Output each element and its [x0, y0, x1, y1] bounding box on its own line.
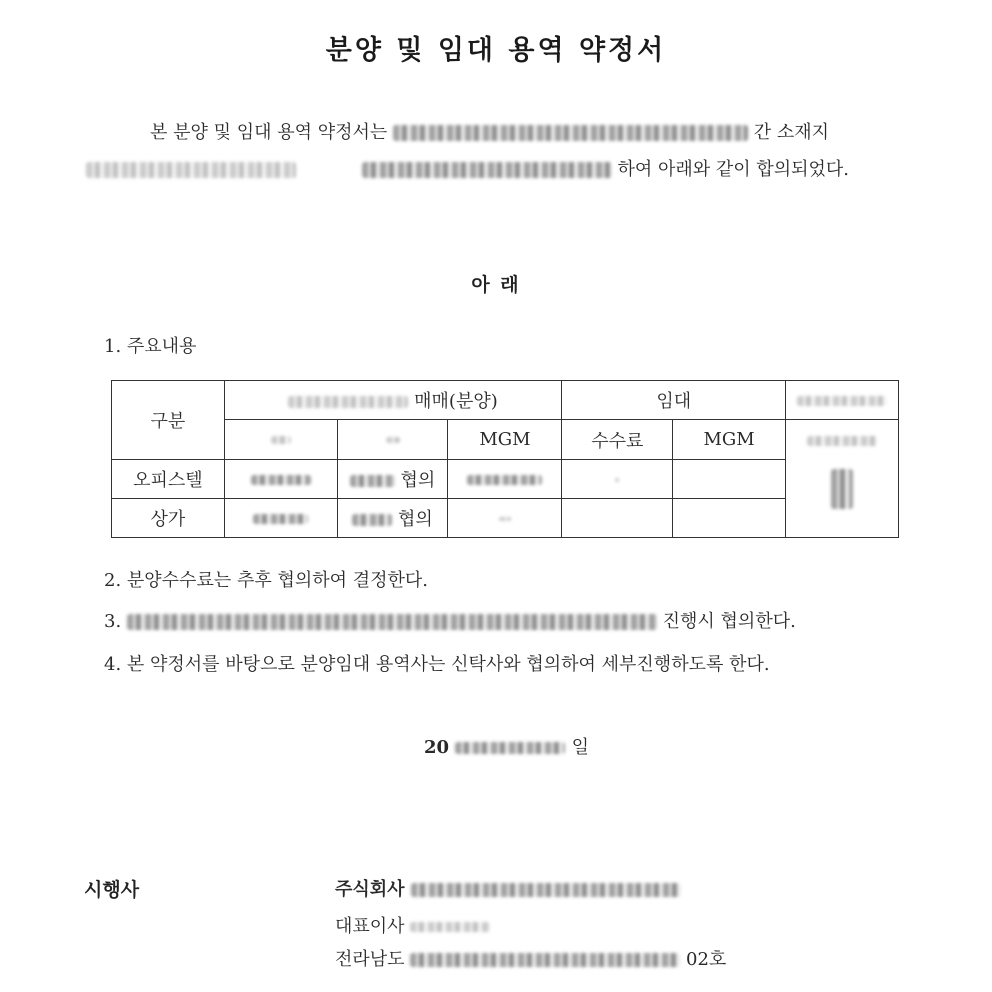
row-officetel-c2	[337, 460, 448, 499]
sale-header	[224, 381, 562, 420]
sale-sub-2	[337, 420, 448, 460]
redacted-cell	[251, 475, 311, 485]
redacted-sub-2	[386, 437, 400, 443]
category-header	[112, 381, 225, 460]
redacted-date	[455, 742, 565, 754]
row-shop-label	[112, 499, 225, 538]
document-title: 분양 및 임대 용역 약정서	[325, 35, 667, 66]
redacted-ceo-name	[410, 922, 490, 932]
redacted-cell	[467, 475, 542, 485]
row-officetel-text: 오피스텔	[133, 470, 203, 491]
redacted-stamp-text	[807, 436, 877, 446]
item-2: 2. 분양수수료는 추후 협의하여 결정한다.	[104, 570, 428, 591]
redacted-item-3	[127, 614, 657, 630]
row-officetel-c1	[224, 460, 337, 499]
document-date	[424, 733, 589, 759]
row-shop-sale-value: 협의	[398, 509, 433, 530]
intro-line-1	[150, 118, 829, 144]
redacted-header-cell	[786, 381, 899, 420]
sale-header-label: 매매(분양)	[414, 391, 498, 412]
lease-header-label: 임대	[656, 391, 692, 412]
redacted-cell	[499, 517, 511, 521]
category-header-label: 구분	[150, 411, 186, 432]
redacted-header-text	[797, 396, 887, 406]
redacted-company-name	[411, 883, 681, 897]
redacted-cell	[615, 478, 619, 482]
row-shop-c2	[337, 499, 448, 538]
row-shop-c5	[673, 499, 786, 538]
lease-mgm-label: MGM	[703, 429, 755, 450]
section-heading: 아 래	[471, 274, 521, 296]
ceo-prefix: 대표이사	[335, 916, 405, 937]
row-shop-c1	[224, 499, 337, 538]
item-3-tail: 진행시 협의한다.	[662, 611, 796, 632]
address-suffix: 02호	[686, 949, 727, 970]
row-shop-c3	[448, 499, 562, 538]
redacted-sale-prefix	[288, 396, 408, 408]
redacted-cell	[253, 514, 308, 524]
developer-label: 시행사	[84, 879, 140, 901]
row-officetel-label	[112, 460, 225, 499]
row-officetel-c4	[562, 460, 673, 499]
item-4: 4. 본 약정서를 바탕으로 분양임대 용역사는 신탁사와 협의하여 세부진행하도록 한다.	[104, 654, 770, 675]
row-officetel-c5	[673, 460, 786, 499]
signature-mark	[831, 469, 853, 509]
lease-fee-label: 수수료	[591, 430, 644, 452]
redacted-parties	[393, 125, 748, 141]
sale-mgm-header	[448, 420, 562, 460]
redacted-cell	[352, 514, 392, 526]
redacted-location	[86, 162, 296, 178]
date-year-prefix: 20	[424, 737, 450, 758]
redacted-cell	[350, 475, 395, 487]
company-line	[335, 875, 681, 901]
intro-lead: 본 분양 및 임대 용역 약정서는	[150, 122, 388, 143]
row-shop-c4	[562, 499, 673, 538]
redacted-sub-1	[271, 436, 291, 444]
lease-header	[562, 381, 786, 420]
intro-line-2	[86, 155, 849, 181]
lease-mgm-header	[673, 420, 786, 460]
address-prefix: 전라남도	[335, 949, 405, 970]
intro-line1-tail: 간 소재지	[753, 122, 830, 143]
item-3-number: 3.	[104, 611, 122, 632]
redacted-address	[410, 953, 680, 967]
row-officetel-c3	[448, 460, 562, 499]
row-shop-text: 상가	[150, 509, 186, 530]
redacted-project	[362, 162, 612, 178]
terms-table	[111, 380, 899, 538]
address-line	[335, 945, 726, 971]
stamp-cell	[786, 420, 899, 538]
sale-sub-1	[224, 420, 337, 460]
lease-fee-header	[562, 420, 673, 460]
date-day-suffix: 일	[571, 737, 590, 758]
item-1: 1. 주요내용	[104, 336, 197, 357]
item-3	[104, 607, 796, 633]
intro-line2-tail: 하여 아래와 같이 합의되었다.	[617, 159, 850, 180]
sale-mgm-label: MGM	[479, 429, 531, 450]
ceo-line	[335, 912, 490, 938]
company-prefix: 주식회사	[335, 879, 405, 900]
row-officetel-sale-value: 협의	[400, 470, 436, 491]
